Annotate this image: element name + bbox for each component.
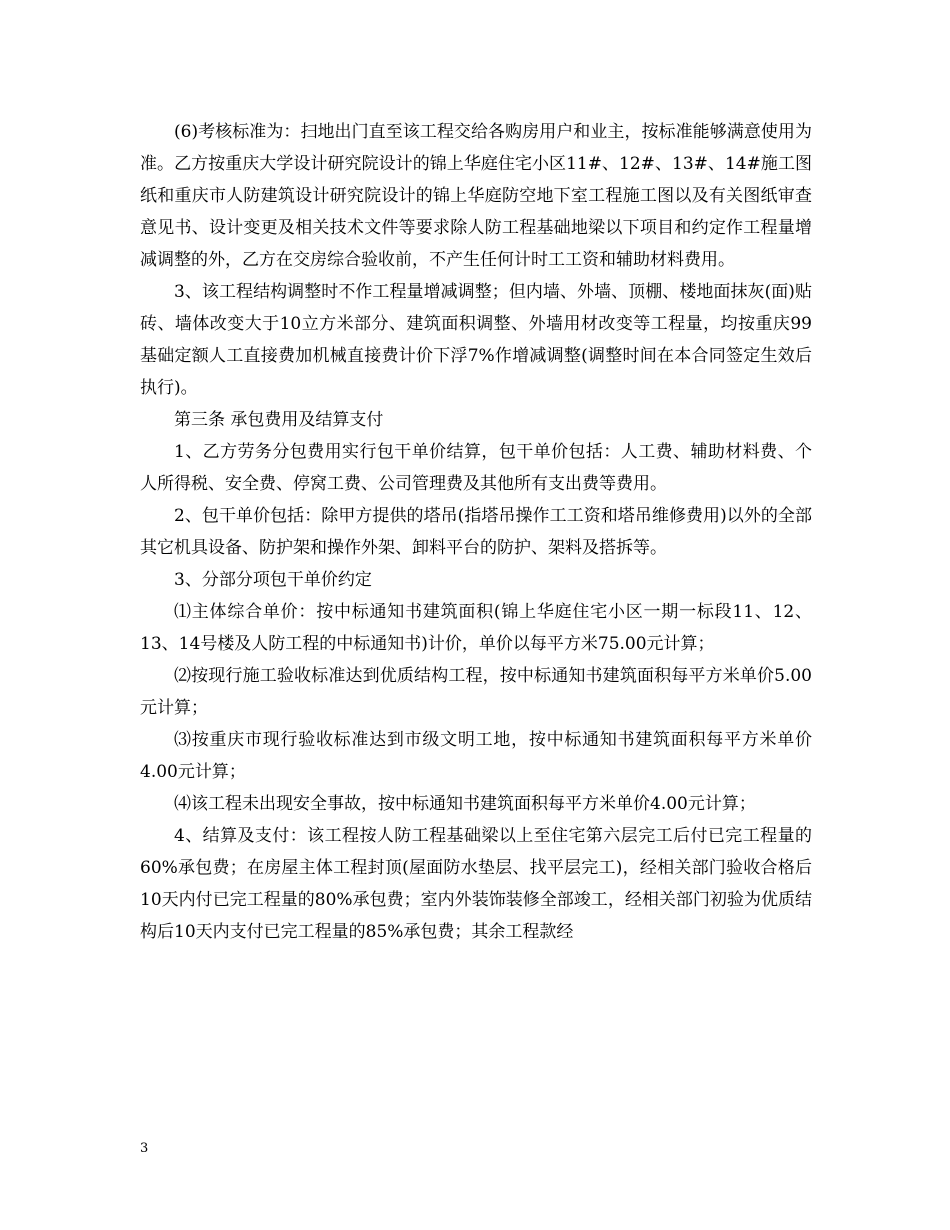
paragraph-lump-sum-pricing: 1、乙方劳务分包费用实行包干单价结算，包干单价包括：人工费、辅助材料费、个人所得税、安全费、停窝工费、公司管理费及其他所有支出费等费用。	[140, 442, 812, 494]
paragraph-main-unit-price: ⑴主体综合单价：按中标通知书建筑面积(锦上华庭住宅小区一期一标段11、12、13、14号楼及人防工程的中标通知书)计价，单价以每平方米75.00元计算；	[140, 602, 812, 654]
document-body	[140, 116, 812, 948]
paragraph-assessment-standard: (6)考核标准为：扫地出门直至该工程交给各购房用户和业主，按标准能够满意使用为准。乙方按重庆大学设计研究院设计的锦上华庭住宅小区11#、12#、13#、14#施工图纸和重庆市人防建筑设计研究院设计的锦上华庭防空地下室工程施工图以及有关图纸审查意见书、设计变更及相关技术文件等要求除人防工程基础地梁以下项目和约定作工程量增减调整的外，乙方在交房综合验收前，不产生任何计时工工资和辅助材料费用。	[140, 122, 812, 270]
page-number: 3	[140, 1141, 149, 1156]
paragraph-itemized-unit-prices: 3、分部分项包干单价约定	[174, 570, 372, 590]
section-heading-article-3: 第三条 承包费用及结算支付	[174, 410, 384, 430]
paragraph-civilized-site-price: ⑶按重庆市现行验收标准达到市级文明工地，按中标通知书建筑面积每平方米单价4.00元计算；	[140, 730, 812, 782]
paragraph-unit-price-scope: 2、包干单价包括：除甲方提供的塔吊(指塔吊操作工工资和塔吊维修费用)以外的全部其它机具设备、防护架和操作外架、卸料平台的防护、架料及搭拆等。	[140, 506, 812, 558]
paragraph-structural-adjustment: 3、该工程结构调整时不作工程量增减调整；但内墙、外墙、顶棚、楼地面抹灰(面)贴砖、墙体改变大于10立方米部分、建筑面积调整、外墙用材改变等工程量，均按重庆99基础定额人工直接费加机械直接费计价下浮7%作增减调整(调整时间在本合同签定生效后执行)。	[140, 282, 812, 398]
paragraph-settlement-payment: 4、结算及支付：该工程按人防工程基础梁以上至住宅第六层完工后付已完工程量的60%承包费；在房屋主体工程封顶(屋面防水垫层、找平层完工)，经相关部门验收合格后10天内付已完工程量的80%承包费；室内外装饰装修全部竣工，经相关部门初验为优质结构后10天内支付已完工程量的85%承包费；其余工程款经	[140, 826, 812, 942]
paragraph-quality-structure-price: ⑵按现行施工验收标准达到优质结构工程，按中标通知书建筑面积每平方米单价5.00元计算；	[140, 666, 812, 718]
paragraph-safety-price: ⑷该工程未出现安全事故，按中标通知书建筑面积每平方米单价4.00元计算；	[174, 794, 756, 814]
